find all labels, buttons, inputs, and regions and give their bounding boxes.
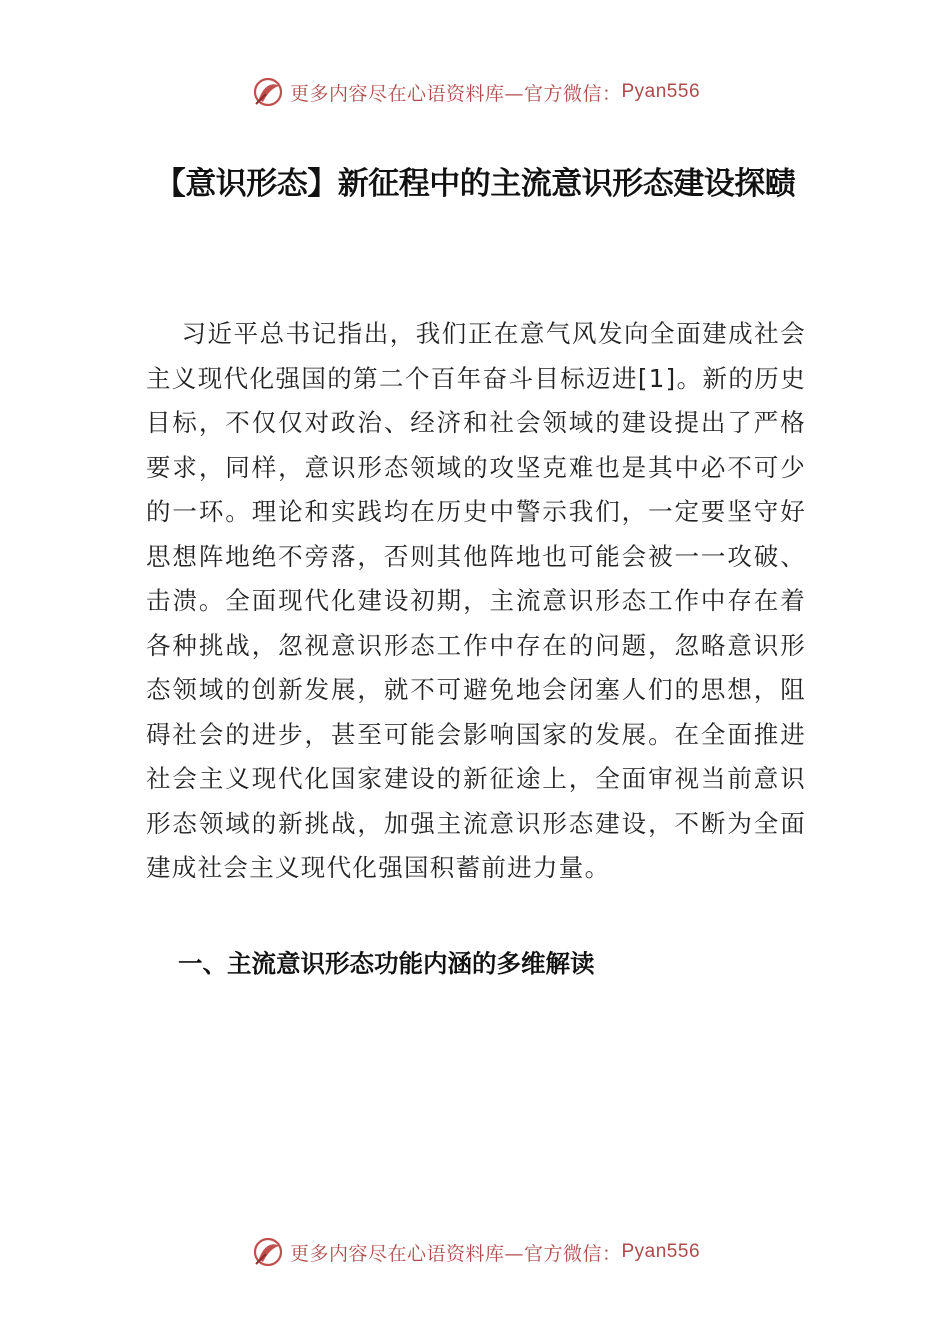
watermark-text: 更多内容尽在心语资料库—官方微信：: [289, 1242, 622, 1265]
watermark-text: 更多内容尽在心语资料库—官方微信：: [289, 82, 622, 105]
body-paragraph: 习近平总书记指出，我们正在意气风发向全面建成社会主义现代化强国的第二个百年奋斗目标迈进[1]。新的历史目标，不仅仅对政治、经济和社会领域的建设提出了严格要求，同样，意识形态领域的攻坚克难也是其中必不可少的一环。理论和实践均在历史中警示我们，一定要坚守好思想阵地绝不旁落，否则其他阵地也可能会被一一攻破、击溃。全面现代化建设初期，主流意识形态工作中存在着各种挑战，忽视意识形态工作中存在的问题，忽略意识形态领域的创新发展，就不可避免地会闭塞人们的思想，阻碍社会的进步，甚至可能会影响国家的发展。在全面推进社会主义现代化国家建设的新征途上，全面审视当前意识形态领域的新挑战，加强主流意识形态建设，不断为全面建成社会主义现代化强国积蓄前进力量。: [146, 319, 806, 882]
watermark-wechat-id: Pyan556: [621, 81, 701, 102]
footer-watermark: [0, 1232, 950, 1272]
document-title: 【意识形态】新征程中的主流意识形态建设探赜: [154, 165, 796, 202]
header-watermark: [0, 72, 950, 112]
brand-logo-icon: [250, 1234, 286, 1270]
section-heading: 一、主流意识形态功能内涵的多维解读: [178, 949, 595, 978]
watermark-wechat-id: Pyan556: [621, 1241, 701, 1262]
brand-logo-icon: [250, 74, 286, 110]
